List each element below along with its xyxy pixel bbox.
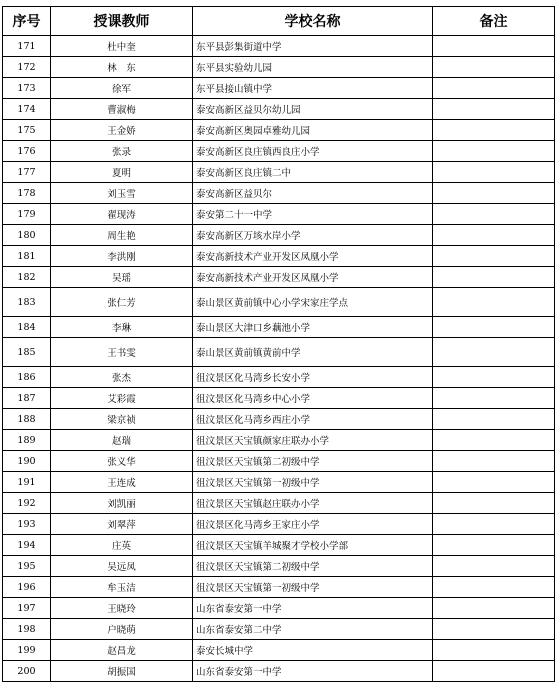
row-number: 185: [3, 338, 51, 367]
teacher-name: 王书雯: [51, 338, 193, 367]
teacher-name: 艾彩霞: [51, 388, 193, 409]
teacher-name: 王连成: [51, 472, 193, 493]
row-note: [433, 409, 555, 430]
school-name: 徂汶景区天宝镇第一初级中学: [193, 577, 433, 598]
row-note: [433, 36, 555, 57]
row-note: [433, 338, 555, 367]
row-note: [433, 246, 555, 267]
teacher-name: 刘凯丽: [51, 493, 193, 514]
table-row: [3, 430, 555, 451]
teacher-name: 赵瑞: [51, 430, 193, 451]
row-note: [433, 661, 555, 682]
table-row: [3, 338, 555, 367]
school-name: 东平县彭集街道中学: [193, 36, 433, 57]
row-number: 190: [3, 451, 51, 472]
row-number: 194: [3, 535, 51, 556]
teacher-name: 夏明: [51, 162, 193, 183]
row-number: 197: [3, 598, 51, 619]
teacher-name: 张仁芳: [51, 288, 193, 317]
school-name: 徂汶景区天宝镇羊城聚才学校小学部: [193, 535, 433, 556]
row-number: 175: [3, 120, 51, 141]
table-row: [3, 619, 555, 640]
table-row: [3, 78, 555, 99]
school-name: 泰安高新区益贝尔幼儿园: [193, 99, 433, 120]
row-number: 171: [3, 36, 51, 57]
teacher-name: 翟现涛: [51, 204, 193, 225]
table-row: [3, 204, 555, 225]
teacher-name: 杜中奎: [51, 36, 193, 57]
row-number: 192: [3, 493, 51, 514]
school-name: 泰安高新区良庄镇西良庄小学: [193, 141, 433, 162]
school-name: 泰安高新区奥园卓雅幼儿园: [193, 120, 433, 141]
table-row: [3, 183, 555, 204]
table-row: [3, 99, 555, 120]
row-note: [433, 598, 555, 619]
row-note: [433, 183, 555, 204]
row-number: 198: [3, 619, 51, 640]
school-name: 泰安高新区良庄镇二中: [193, 162, 433, 183]
table-row: [3, 640, 555, 661]
teacher-name: 户晓萌: [51, 619, 193, 640]
row-number: 178: [3, 183, 51, 204]
school-name: 泰山景区黄前镇中心小学宋家庄学点: [193, 288, 433, 317]
row-number: 174: [3, 99, 51, 120]
table-row: [3, 472, 555, 493]
table-row: [3, 317, 555, 338]
row-note: [433, 472, 555, 493]
table-row: [3, 36, 555, 57]
table-row: [3, 388, 555, 409]
teacher-name: 张义华: [51, 451, 193, 472]
row-note: [433, 493, 555, 514]
table-row: [3, 120, 555, 141]
school-name: 徂汶景区化马湾乡中心小学: [193, 388, 433, 409]
school-name: 徂汶景区化马湾乡长安小学: [193, 367, 433, 388]
row-number: 187: [3, 388, 51, 409]
row-note: [433, 556, 555, 577]
row-note: [433, 388, 555, 409]
school-name: 山东省泰安第一中学: [193, 661, 433, 682]
school-name: 徂汶景区天宝镇第二初级中学: [193, 451, 433, 472]
table-body: [3, 36, 555, 682]
school-name: 徂汶景区化马湾乡王家庄小学: [193, 514, 433, 535]
school-name: 徂汶景区天宝镇第二初级中学: [193, 556, 433, 577]
header-teacher: 授课教师: [51, 7, 193, 36]
school-name: 东平县实验幼儿园: [193, 57, 433, 78]
table-row: [3, 556, 555, 577]
table-row: [3, 493, 555, 514]
teacher-name: 王金娇: [51, 120, 193, 141]
row-note: [433, 535, 555, 556]
row-note: [433, 225, 555, 246]
header-no: 序号: [3, 7, 51, 36]
school-name: 泰安高新技术产业开发区凤凰小学: [193, 246, 433, 267]
row-note: [433, 99, 555, 120]
header-school: 学校名称: [193, 7, 433, 36]
row-note: [433, 57, 555, 78]
table-row: [3, 267, 555, 288]
teacher-name: 林 东: [51, 57, 193, 78]
teacher-name: 刘玉雪: [51, 183, 193, 204]
row-note: [433, 317, 555, 338]
row-number: 189: [3, 430, 51, 451]
table-row: [3, 57, 555, 78]
row-note: [433, 619, 555, 640]
table-row: [3, 409, 555, 430]
school-name: 泰山景区黄前镇黄前中学: [193, 338, 433, 367]
teacher-name: 庄英: [51, 535, 193, 556]
roster-table-container: [2, 6, 555, 682]
row-number: 172: [3, 57, 51, 78]
row-number: 179: [3, 204, 51, 225]
row-number: 184: [3, 317, 51, 338]
table-row: [3, 577, 555, 598]
school-name: 山东省泰安第二中学: [193, 619, 433, 640]
teacher-name: 曹淑梅: [51, 99, 193, 120]
row-note: [433, 288, 555, 317]
row-number: 196: [3, 577, 51, 598]
school-name: 泰安第二十一中学: [193, 204, 433, 225]
table-row: [3, 661, 555, 682]
teacher-name: 王晓玲: [51, 598, 193, 619]
table-row: [3, 367, 555, 388]
teacher-name: 李洪刚: [51, 246, 193, 267]
table-row: [3, 514, 555, 535]
school-name: 泰安长城中学: [193, 640, 433, 661]
row-number: 176: [3, 141, 51, 162]
row-note: [433, 141, 555, 162]
school-name: 徂汶景区天宝镇赵庄联办小学: [193, 493, 433, 514]
row-number: 180: [3, 225, 51, 246]
table-row: [3, 141, 555, 162]
row-note: [433, 367, 555, 388]
table-row: [3, 225, 555, 246]
teacher-name: 张录: [51, 141, 193, 162]
teacher-name: 胡振国: [51, 661, 193, 682]
teacher-name: 刘翠萍: [51, 514, 193, 535]
header-note: 备注: [433, 7, 555, 36]
row-number: 193: [3, 514, 51, 535]
row-note: [433, 514, 555, 535]
school-name: 徂汶景区化马湾乡西庄小学: [193, 409, 433, 430]
row-note: [433, 267, 555, 288]
table-row: [3, 535, 555, 556]
school-name: 徂汶景区天宝镇颜家庄联办小学: [193, 430, 433, 451]
row-note: [433, 577, 555, 598]
row-number: 173: [3, 78, 51, 99]
row-number: 177: [3, 162, 51, 183]
table-header-row: [3, 7, 555, 36]
row-note: [433, 430, 555, 451]
table-row: [3, 288, 555, 317]
school-name: 泰安高新区益贝尔: [193, 183, 433, 204]
row-number: 195: [3, 556, 51, 577]
teacher-name: 牟玉洁: [51, 577, 193, 598]
school-name: 泰安高新技术产业开发区凤凰小学: [193, 267, 433, 288]
row-number: 200: [3, 661, 51, 682]
row-note: [433, 120, 555, 141]
table-row: [3, 246, 555, 267]
row-number: 191: [3, 472, 51, 493]
teacher-name: 梁京祯: [51, 409, 193, 430]
row-number: 188: [3, 409, 51, 430]
row-note: [433, 451, 555, 472]
teacher-name: 李琳: [51, 317, 193, 338]
row-note: [433, 640, 555, 661]
school-name: 泰安高新区万垓水岸小学: [193, 225, 433, 246]
school-name: 泰山景区大津口乡藕池小学: [193, 317, 433, 338]
table-row: [3, 451, 555, 472]
row-number: 181: [3, 246, 51, 267]
teacher-roster-table: [2, 6, 555, 682]
row-note: [433, 162, 555, 183]
teacher-name: 吴远凤: [51, 556, 193, 577]
table-row: [3, 598, 555, 619]
school-name: 东平县接山镇中学: [193, 78, 433, 99]
school-name: 徂汶景区天宝镇第一初级中学: [193, 472, 433, 493]
row-number: 182: [3, 267, 51, 288]
teacher-name: 徐军: [51, 78, 193, 99]
table-row: [3, 162, 555, 183]
row-number: 183: [3, 288, 51, 317]
row-note: [433, 78, 555, 99]
row-number: 186: [3, 367, 51, 388]
row-note: [433, 204, 555, 225]
row-number: 199: [3, 640, 51, 661]
teacher-name: 周生艳: [51, 225, 193, 246]
teacher-name: 吴瑶: [51, 267, 193, 288]
teacher-name: 张杰: [51, 367, 193, 388]
school-name: 山东省泰安第一中学: [193, 598, 433, 619]
teacher-name: 赵昌龙: [51, 640, 193, 661]
